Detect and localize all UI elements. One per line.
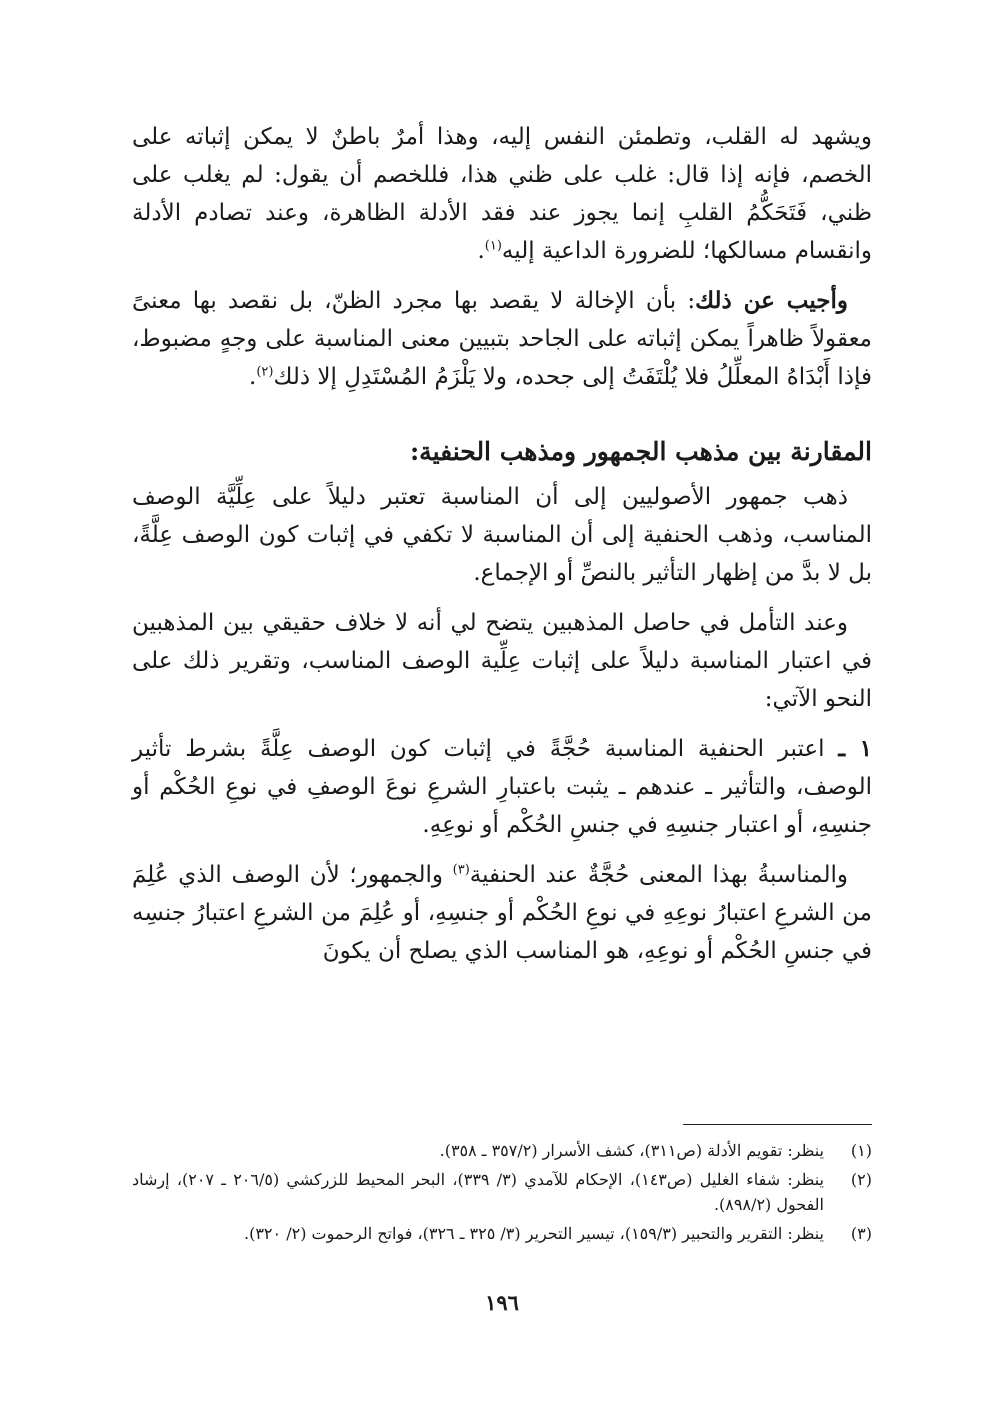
paragraph-2	[132, 282, 872, 396]
paragraph-1-text: ويشهد له القلب، وتطمئن النفس إليه، وهذا أمرٌ باطنٌ لا يمكن إثباته على الخصم، فإنه إذا قال: غلب على ظني هذا، فللخصم أن يقول: لم يغلب على ظني، فَتَحَكُّمُ القلبِ إنما يجوز عند فقد الأدلة الظاهرة، وعند تصادم الأدلة وانقسام مسالكها؛ للضرورة الداعية إليه	[132, 124, 872, 264]
footnote-3	[132, 1221, 872, 1246]
main-text	[132, 118, 872, 980]
paragraph-5-text: اعتبر الحنفية المناسبة حُجَّةً في إثبات كون الوصف عِلَّةً بشرط تأثير الوصف، والتأثير ـ عندهم ـ يثبت باعتبارِ الشرعِ نوعَ الوصفِ في نوعِ الحُكْم أو جنسِهِ، أو اعتبار جنسِهِ في جنسِ الحُكْم أو نوعِهِ.	[132, 736, 872, 838]
answer-lead: وأجيب عن ذلك	[695, 287, 848, 314]
footnote-number: (١)	[850, 1141, 872, 1160]
footnote-number: (٣)	[850, 1224, 872, 1243]
footnote-number: (٢)	[850, 1170, 872, 1189]
paragraph-2-end: .	[249, 364, 257, 390]
paragraph-6-text-b: والجمهور؛ لأن الوصف الذي عُلِمَ من الشرعِ اعتبارُ نوعِهِ في نوعِ الحُكْم أو جنسِهِ، أو عُلِمَ من الشرعِ اعتبارُ جنسِه في جنسِ الحُكْم أو نوعِهِ، هو المناسب الذي يصلح أن يكونَ	[132, 862, 872, 964]
section-heading: المقارنة بين مذهب الجمهور ومذهب الحنفية:	[409, 437, 872, 466]
footnote-text: ينظر: التقرير والتحبير (١٥٩/٣)، تيسير التحرير (٣/ ٣٢٥ ـ ٣٢٦)، فواتح الرحموت (٢/ ٣٢٠).	[244, 1224, 824, 1243]
footnote-text: ينظر: شفاء الغليل (ص١٤٣)، الإحكام للآمدي (٣/ ٣٣٩)، البحر المحيط للزركشي (٢٠٦/٥ ـ ٢٠٧)، إرشاد الفحول (٨٩٨/٢).	[132, 1170, 824, 1214]
footnote-2	[132, 1167, 872, 1217]
footnotes	[132, 1138, 872, 1250]
paragraph-1-end: .	[477, 238, 485, 264]
paragraph-5	[132, 730, 872, 844]
footnote-ref-1[interactable]: (١)	[484, 238, 502, 254]
paragraph-6	[132, 856, 872, 970]
paragraph-2-text: : بأن الإخالة لا يقصد بها مجرد الظنّ، بل نقصد بها معنىً معقولاً ظاهراً يمكن إثباته على الجاحد بتبيين معنى المناسبة على وجهٍ مضبوط، فإذا أَبْدَاهُ المعلِّلُ فلا يُلْتَفَتُ إلى جحده، ولا يَلْزَمُ المُسْتَدِلِ إلا ذلك	[132, 288, 872, 390]
paragraph-3: ذهب جمهور الأصوليين إلى أن المناسبة تعتبر دليلاً على عِلِّيَّة الوصف المناسب، وذهب الحنفية إلى أن المناسبة لا تكفي في إثبات كون الوصف عِلَّةً، بل لا بدَّ من إظهار التأثير بالنصِّ أو الإجماع.	[132, 484, 872, 586]
paragraph-6-text-a: والمناسبةُ بهذا المعنى حُجَّةٌ عند الحنفية	[469, 862, 848, 888]
footnote-ref-3[interactable]: (٣)	[452, 862, 470, 878]
footnote-ref-2[interactable]: (٢)	[256, 364, 274, 380]
footnote-1	[132, 1138, 872, 1163]
list-number: ١ ـ	[838, 735, 872, 762]
footnote-divider	[683, 1124, 872, 1125]
paragraph-4: وعند التأمل في حاصل المذهبين يتضح لي أنه لا خلاف حقيقي بين المذهبين في اعتبار المناسبة دليلاً على إثبات عِلِّية الوصف المناسب، وتقرير ذلك على النحو الآتي:	[132, 610, 872, 712]
paragraph-1	[132, 118, 872, 270]
footnote-text: ينظر: تقويم الأدلة (ص٣١١)، كشف الأسرار (٣٥٧/٢ ـ ٣٥٨).	[439, 1141, 824, 1160]
page-number: ١٩٦	[485, 1290, 519, 1315]
